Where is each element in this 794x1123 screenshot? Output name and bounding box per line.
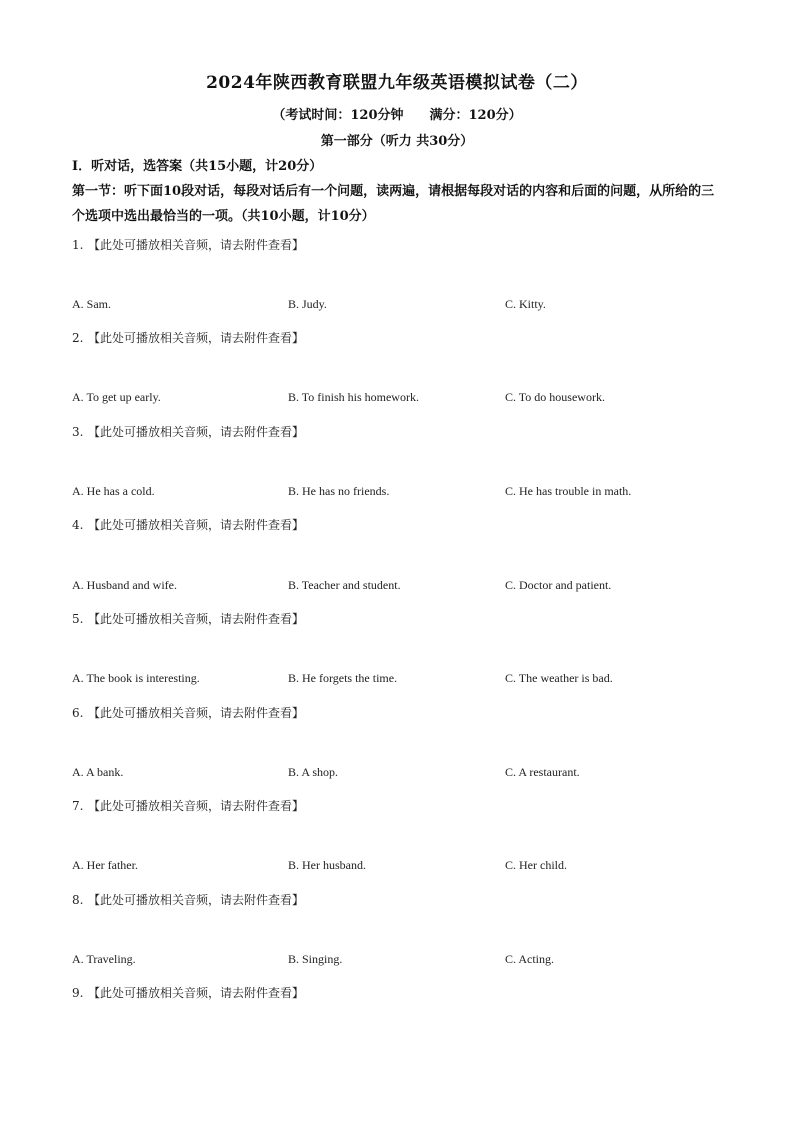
question-prompt [72, 329, 304, 346]
part-heading: 第一部分（听力 共30分） [320, 134, 474, 149]
page-title: 2024年陕西教育联盟九年级英语模拟试卷（二） [206, 73, 588, 93]
exam-time: （考试时间：120分钟 [272, 108, 404, 123]
option-a: A. The book is interesting. [72, 671, 200, 685]
question-number: 4. [72, 518, 84, 532]
section-heading: Ⅰ．听对话，选答案（共15小题，计20分） [72, 159, 323, 174]
audio-note: 【此处可播放相关音频，请去附件查看】 [88, 518, 305, 532]
option-b: B. He has no friends. [288, 484, 390, 498]
option-a: A. Traveling. [72, 952, 136, 966]
full-score: 满分：120分） [429, 108, 522, 123]
option-b: B. Teacher and student. [288, 578, 401, 592]
option-b: B. To finish his homework. [288, 390, 419, 404]
question-number: 6. [72, 706, 84, 720]
question-prompt [72, 516, 304, 533]
audio-note: 【此处可播放相关音频，请去附件查看】 [88, 612, 305, 626]
audio-note: 【此处可播放相关音频，请去附件查看】 [88, 706, 305, 720]
option-b: B. Her husband. [288, 858, 366, 872]
audio-note: 【此处可播放相关音频，请去附件查看】 [88, 893, 305, 907]
option-c: C. Acting. [505, 952, 555, 966]
question-prompt [72, 423, 304, 440]
question-prompt [72, 984, 304, 1001]
option-c: C. The weather is bad. [505, 671, 613, 685]
option-a: A. A bank. [72, 765, 124, 779]
option-c: C. To do housework. [505, 390, 605, 404]
question-number: 1. [72, 238, 84, 252]
option-b: B. Singing. [288, 952, 343, 966]
option-a: A. Her father. [72, 858, 138, 872]
option-c: C. A restaurant. [505, 765, 580, 779]
option-c: C. Kitty. [505, 297, 546, 311]
audio-note: 【此处可播放相关音频，请去附件查看】 [88, 331, 305, 345]
option-a: A. Sam. [72, 297, 111, 311]
option-a: A. To get up early. [72, 390, 161, 404]
option-a: A. He has a cold. [72, 484, 155, 498]
question-prompt [72, 891, 304, 908]
question-prompt [72, 610, 304, 627]
option-c: C. Doctor and patient. [505, 578, 612, 592]
question-number: 9. [72, 986, 84, 1000]
question-number: 5. [72, 612, 84, 626]
option-b: B. A shop. [288, 765, 339, 779]
question-number: 3. [72, 425, 84, 439]
exam-info [0, 104, 794, 123]
question-prompt [72, 797, 304, 814]
option-b: B. Judy. [288, 297, 327, 311]
option-b: B. He forgets the time. [288, 671, 398, 685]
audio-note: 【此处可播放相关音频，请去附件查看】 [88, 425, 305, 439]
question-prompt [72, 236, 304, 253]
audio-note: 【此处可播放相关音频，请去附件查看】 [88, 986, 305, 1000]
option-a: A. Husband and wife. [72, 578, 177, 592]
audio-note: 【此处可播放相关音频，请去附件查看】 [88, 799, 305, 813]
question-number: 8. [72, 893, 84, 907]
question-number: 2. [72, 331, 84, 345]
option-c: C. He has trouble in math. [505, 484, 632, 498]
question-prompt [72, 704, 304, 721]
question-number: 7. [72, 799, 84, 813]
audio-note: 【此处可播放相关音频，请去附件查看】 [88, 238, 305, 252]
section-instruction: 第一节：听下面10段对话，每段对话后有一个问题，读两遍，请根据每段对话的内容和后面的问题，从所给的三个选项中选出最恰当的一项。（共10小题，计10分） [72, 184, 715, 224]
option-c: C. Her child. [505, 858, 567, 872]
